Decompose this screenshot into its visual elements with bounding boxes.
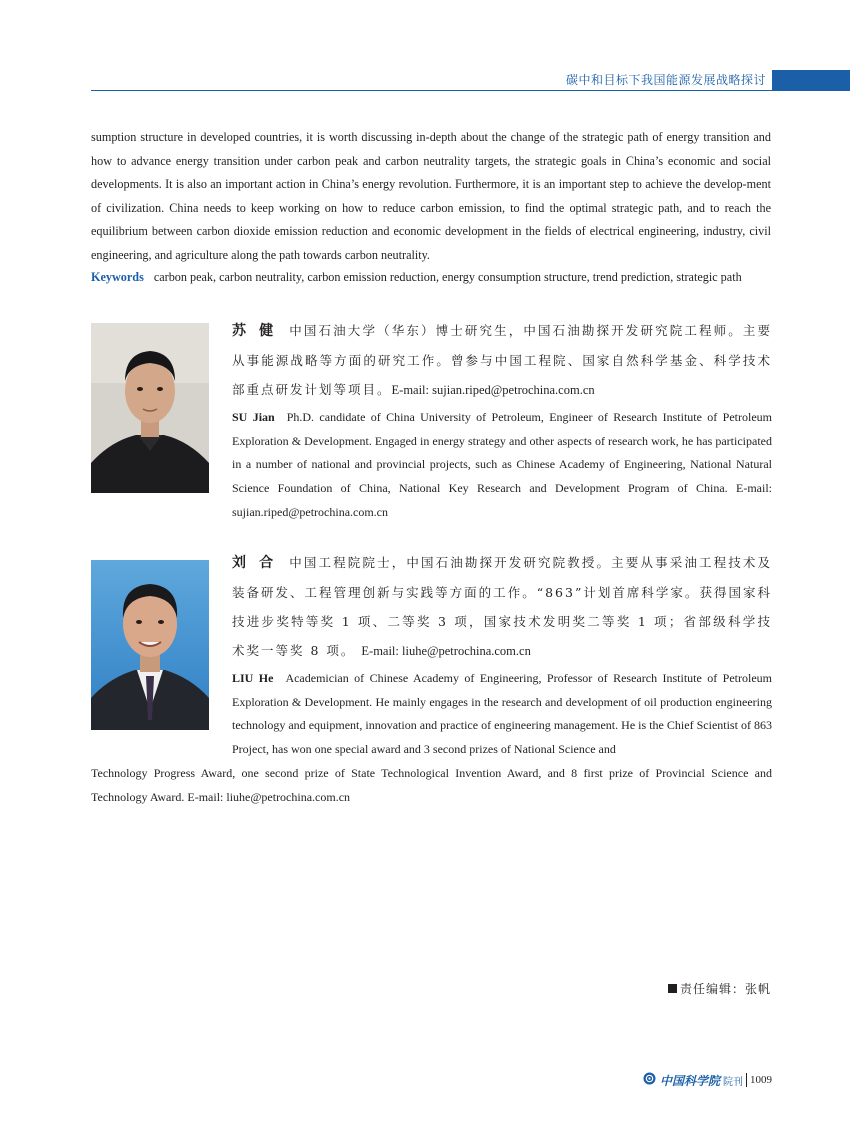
author-cn-email: E-mail: liuhe@petrochina.com.cn (361, 644, 531, 658)
author-photo-su-jian (91, 323, 209, 493)
author-photo-liu-he (91, 560, 209, 730)
author-en-bio-text: Ph.D. candidate of China University of Petroleum, Engineer of Research Institute of Petroleum Exploration & Development. Engaged in energy strategy and other aspects of research work, he has participated in a number of national and provincial projects, such as Chinese Academy of Engineering, National Natural Science Foundation of China, National Key Research and Development Program of China. E-mail: sujian.riped@petrochina.com.cn (232, 410, 772, 519)
author-cn-bio-liu-he (232, 548, 772, 666)
keywords-text: carbon peak, carbon neutrality, carbon emission reduction, energy consumption structure, trend prediction, strategic path (153, 270, 742, 284)
author-en-bio-liu-he (232, 667, 772, 762)
author-en-bio-text: Academician of Chinese Academy of Engineering, Professor of Research Institute of Petroleum Exploration & Development. He mainly engages in the research and development of oil production engineering technology and equipment, innovation and practice of engineering management. He is the Chief Scientist of 863 Project, has won one special award and 3 second prizes of National Science and (232, 671, 772, 757)
square-bullet-icon (668, 984, 677, 993)
author-en-name: LIU He (232, 671, 274, 685)
running-header-title: 碳中和目标下我国能源发展战略探讨 (565, 73, 766, 87)
keywords-line (91, 266, 781, 290)
abstract-text: sumption structure in developed countries, it is worth discussing in-depth about the change of the strategic path of energy transition and how to advance energy transition under carbon peak and carbon neutrality targets, the strategic goals in China’s economic and social developments. It is also an important action in China’s energy revolution. Furthermore, it is an important step to achieve the develop-ment of civilization. China needs to keep working on how to reduce carbon emission, to find the optimal strategic path, and to reach the equilibrium between carbon dioxide emission reduction and economic development in the fields of electrical engineering, industry, civil engineering, and agriculture along the path towards carbon neutrality. (91, 130, 771, 262)
responsible-editor (668, 980, 771, 997)
author-cn-bio-su-jian (232, 316, 772, 405)
cas-emblem-icon (643, 1072, 656, 1088)
keywords-label: Keywords (91, 270, 144, 284)
footer-divider (746, 1073, 747, 1087)
header-rule (91, 90, 850, 91)
editor-text: 责任编辑：张帆 (679, 982, 771, 996)
author-en-bio-su-jian (232, 406, 772, 525)
page-footer (643, 1071, 772, 1089)
author-cn-name: 刘 合 (232, 555, 278, 571)
author-cn-email: E-mail: sujian.riped@petrochina.com.cn (391, 383, 595, 397)
footer-journal-brand: 中国科学院 (659, 1073, 720, 1088)
page-number: 1009 (750, 1074, 772, 1086)
author-en-bio-continuation: Technology Progress Award, one second prize of State Technological Invention Award, and 8 first prize of Provincial Science and Technology Award. E-mail: liuhe@petrochina.com.cn (91, 766, 772, 804)
author-cn-bio-text: 中国石油大学（华东）博士研究生，中国石油勘探开发研究院工程师。主要从事能源战略等方面的研究工作。曾参与中国工程院、国家自然科学基金、科学技术部重点研发计划等项目。 (232, 323, 772, 397)
author-en-name: SU Jian (232, 410, 275, 424)
author-cn-name: 苏 健 (232, 323, 278, 339)
footer-journal-kan: 院刊 (723, 1076, 743, 1088)
header-accent-block (772, 70, 850, 90)
author-cn-bio-text: 中国工程院院士，中国石油勘探开发研究院教授。主要从事采油工程技术及装备研发、工程管理创新与实践等方面的工作。“863”计划首席科学家。获得国家科技进步奖特等奖 1 项、二等奖 3 项，国家技术发明奖二等奖 1 项；省部级科学技术奖一等奖 8 项。 (232, 555, 772, 658)
